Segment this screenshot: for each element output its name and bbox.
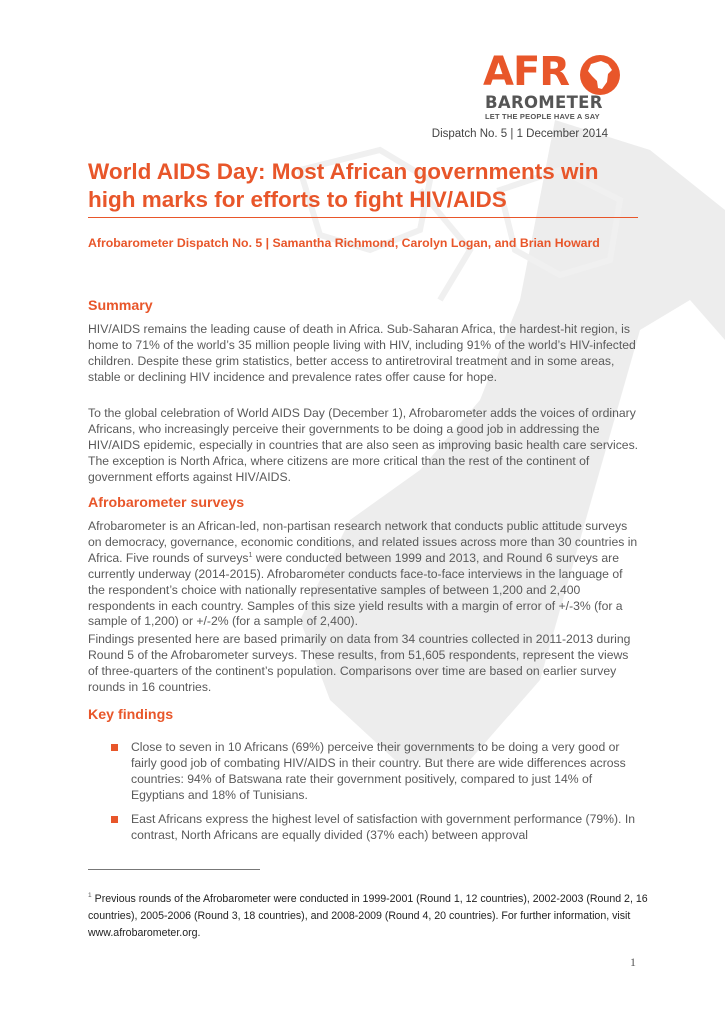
footnote	[88, 891, 648, 941]
title-divider	[88, 217, 638, 218]
document-title: World AIDS Day: Most African governments win high marks for efforts to fight HIV/AIDS	[88, 159, 599, 212]
footnote-divider	[88, 869, 260, 870]
surveys-text: Afrobarometer is an African-led, non-partisan research network that conducts public attitude surveys on democracy, governance, economic conditions, and related issues across more than 30 countries in Africa. Five rounds of surveys	[88, 519, 638, 565]
africa-map-icon	[577, 52, 623, 98]
key-finding-text: East Africans express the highest level of satisfaction with government performance (79%). In contrast, North Africans are equally divided (37% each) between approval	[131, 812, 635, 842]
key-finding-item	[111, 740, 641, 810]
logo-wordmark-afr: AFR	[483, 49, 570, 95]
surveys-paragraph: Findings presented here are based primarily on data from 34 countries collected in 2011-2013 during Round 5 of the Afrobarometer surveys. These results, from 51,605 respondents, represent the views of three-quarters of the continent’s population. Comparisons over time are based on earlier survey rounds in 16 countries.	[88, 632, 631, 694]
footnote-reference: 1	[248, 551, 253, 559]
logo-wordmark-barometer: BAROMETER	[485, 93, 603, 112]
footnote-text: Previous rounds of the Afrobarometer were conducted in 1999-2001 (Round 1, 12 countries), 2002-2003 (Round 2, 16 countries), 2005-2006 (Round 3, 18 countries), and 2008-2009 (Round 4, 20 countries). For further information, visit www.afrobarometer.org.	[88, 893, 648, 939]
afrobarometer-logo	[477, 48, 637, 126]
page-number: 1	[630, 955, 636, 969]
summary-heading: Summary	[88, 298, 153, 314]
summary-paragraph: To the global celebration of World AIDS Day (December 1), Afrobarometer adds the voices of ordinary Africans, who increasingly perceive their governments to be doing a good job in addressing the HIV/AIDS epidemic, especially in countries that are also seen as improving basic health care services. The exception is North Africa, where citizens are more critical than the rest of the continent of government efforts against HIV/AIDS.	[88, 406, 639, 484]
surveys-text: were conducted between 1999 and 2013, and Round 6 surveys are currently underway (2014-2015). Afrobarometer conducts face-to-face interviews in the language of the respondent’s choice with nationally representative samples of between 1,200 and 2,400 respondents in each country. Samples of this size yield results with a margin of error of +/-3% (for a sample of 1,200) or +/-2% (for a sample of 2,400).	[88, 550, 623, 629]
byline: Afrobarometer Dispatch No. 5 | Samantha Richmond, Carolyn Logan, and Brian Howard	[88, 236, 600, 250]
summary-paragraph: HIV/AIDS remains the leading cause of death in Africa. Sub-Saharan Africa, the hardest-hit region, is home to 71% of the world’s 35 million people living with HIV, including 91% of the world’s HIV-infected children. Despite these grim statistics, better access to antiretroviral treatment and in some areas, stable or declining HIV incidence and prevalence rates offer cause for hope.	[88, 322, 636, 384]
key-findings-heading: Key findings	[88, 707, 174, 723]
dispatch-number-date: Dispatch No. 5 | 1 December 2014	[431, 128, 608, 140]
logo-tagline: LET THE PEOPLE HAVE A SAY	[485, 112, 600, 121]
bullet-marker	[111, 744, 118, 751]
key-finding-item	[111, 812, 641, 882]
key-finding-text: Close to seven in 10 Africans (69%) perceive their governments to be doing a very good or fairly good job of combating HIV/AIDS in their country. But there are wide differences across countries: 94% of Batswana rate their government positively, compared to just 14% of Egyptians and 18% of Tunisians.	[131, 740, 626, 802]
surveys-paragraph	[88, 519, 640, 630]
bullet-marker	[111, 816, 118, 823]
surveys-heading: Afrobarometer surveys	[88, 495, 245, 511]
footnote-marker: 1	[88, 892, 92, 900]
